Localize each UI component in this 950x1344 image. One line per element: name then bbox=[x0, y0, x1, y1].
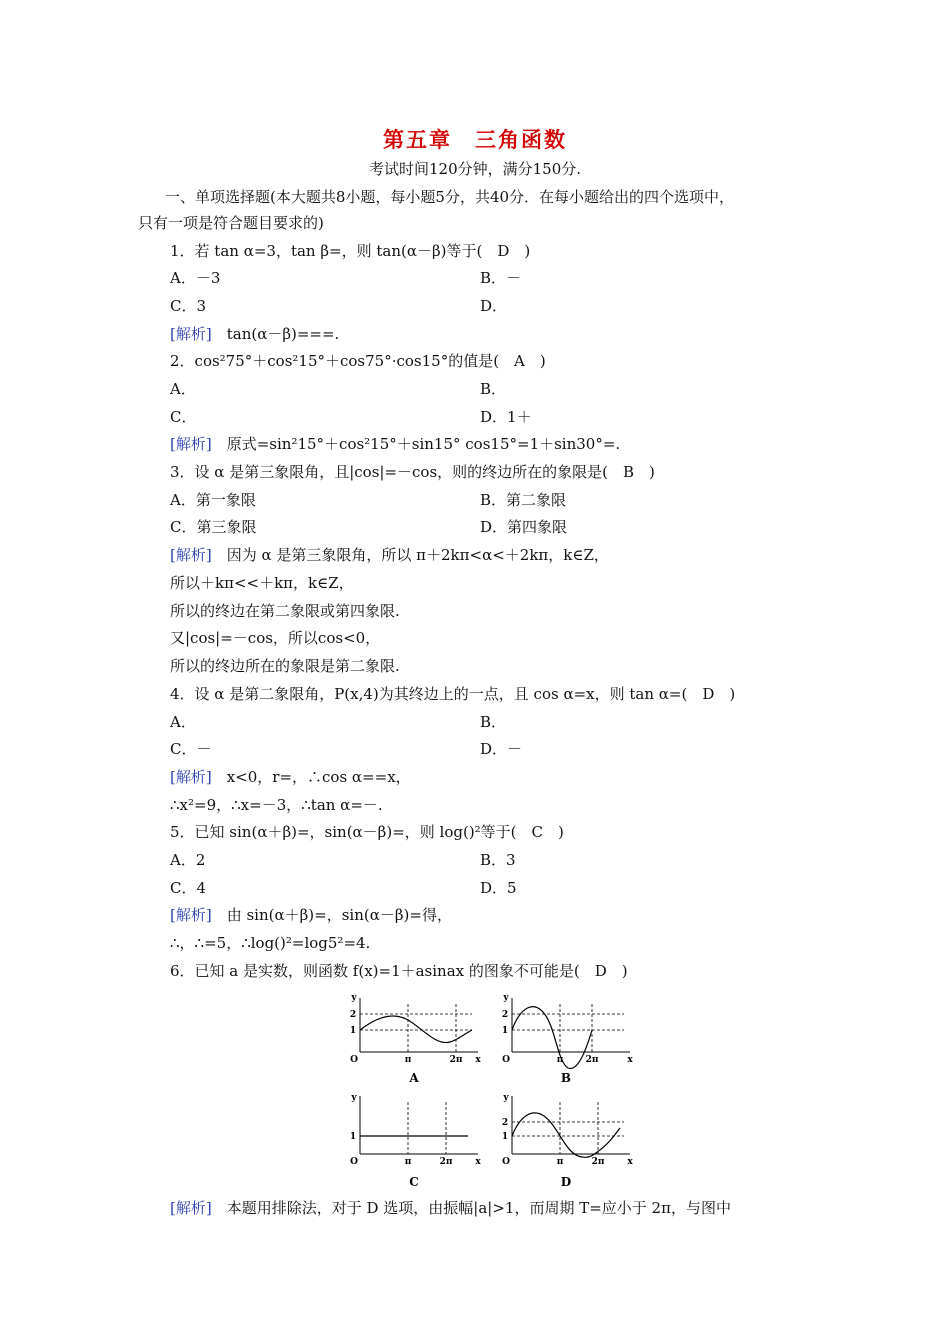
line-text: D．5 bbox=[480, 879, 517, 897]
y-tick-label: 2 bbox=[349, 1010, 357, 1020]
x-tick-label: 2π bbox=[591, 1157, 605, 1167]
line-text: 6．已知 a 是实数，则函数 f(x)=1＋asinax 的图象不可能是( D ) bbox=[170, 962, 628, 980]
y-tick-label: 2 bbox=[501, 1010, 509, 1020]
text-line bbox=[170, 241, 530, 261]
text-line bbox=[170, 517, 256, 537]
graph-labels bbox=[350, 993, 633, 1189]
line-text: D．－ bbox=[480, 740, 523, 758]
text-line bbox=[170, 490, 256, 510]
text-line bbox=[170, 822, 564, 842]
text-line bbox=[480, 296, 507, 316]
line-text: 本题用排除法，对于 D 选项，由振幅|a|>1，而周期 T=应小于 2π，与图中 bbox=[211, 1199, 731, 1217]
x-axis-label: x bbox=[475, 1157, 481, 1167]
page-title: 第五章 三角函数 bbox=[383, 127, 567, 152]
x-axis-label: x bbox=[475, 1055, 481, 1065]
line-text: C．－ bbox=[170, 740, 212, 758]
line-text: C．第三象限 bbox=[170, 518, 257, 536]
line-text: 一、单项选择题(本大题共8小题，每小题5分，共40分．在每小题给出的四个选项中， bbox=[165, 188, 735, 206]
text-line bbox=[170, 933, 370, 953]
analysis-line bbox=[170, 434, 620, 454]
x-tick-label: π bbox=[404, 1157, 412, 1167]
line-text: 因为 α 是第三象限角，所以 π＋2kπ<α<＋2kπ，k∈Z， bbox=[211, 546, 609, 564]
line-text: 只有一项是符合题目要求的) bbox=[138, 214, 324, 232]
y-axis-label: y bbox=[503, 993, 509, 1003]
figure-grid bbox=[340, 990, 640, 1190]
panel-label: D bbox=[560, 1175, 572, 1189]
text-line bbox=[480, 850, 516, 870]
text-line bbox=[170, 684, 735, 704]
x-tick-label: π bbox=[556, 1055, 564, 1065]
line-text: 又|cos|=－cos，所以cos<0， bbox=[170, 629, 381, 647]
y-axis-label: y bbox=[503, 1093, 509, 1103]
text-line bbox=[480, 379, 506, 399]
line-text: D． bbox=[480, 297, 508, 315]
line-text: A． bbox=[170, 380, 196, 398]
analysis-tag: [解析] bbox=[170, 325, 212, 343]
text-line bbox=[170, 850, 205, 870]
text-line bbox=[480, 407, 532, 427]
text-line bbox=[170, 795, 383, 815]
line-text: D．第四象限 bbox=[480, 518, 568, 536]
text-line bbox=[480, 878, 517, 898]
analysis-line bbox=[170, 324, 339, 344]
panel-label: B bbox=[560, 1071, 572, 1085]
text-line bbox=[170, 268, 220, 288]
y-tick-label: 1 bbox=[501, 1026, 509, 1036]
line-text: 所以的终边在第二象限或第四象限. bbox=[170, 602, 400, 620]
text-line bbox=[480, 517, 567, 537]
line-text: 4．设 α 是第二象限角，P(x,4)为其终边上的一点，且 cos α=x，则 tan α=( D ) bbox=[170, 685, 736, 703]
panel-label: C bbox=[409, 1175, 419, 1189]
text-line bbox=[170, 351, 546, 371]
graph-d bbox=[512, 1096, 630, 1157]
y-tick-label: 1 bbox=[349, 1132, 357, 1142]
line-text: 3．设 α 是第三象限角，且|cos|=－cos，则的终边所在的象限是( B ) bbox=[170, 463, 655, 481]
analysis-line bbox=[170, 767, 411, 787]
line-text: A．－3 bbox=[170, 269, 221, 287]
text-line bbox=[170, 462, 655, 482]
text-line bbox=[170, 601, 400, 621]
analysis-line bbox=[170, 545, 609, 565]
line-text: C． bbox=[170, 408, 197, 426]
x-tick-label: 2π bbox=[585, 1055, 599, 1065]
graph-b bbox=[512, 998, 630, 1068]
text-line bbox=[480, 739, 522, 759]
line-text: 由 sin(α＋β)=，sin(α－β)=得， bbox=[211, 906, 452, 924]
line-text: B．3 bbox=[480, 851, 516, 869]
graph-a bbox=[360, 998, 478, 1052]
x-axis-label: x bbox=[627, 1157, 633, 1167]
line-text: 1．若 tan α=3，tan β=，则 tan(α－β)等于( D ) bbox=[170, 242, 531, 260]
text-line bbox=[138, 213, 324, 233]
text-line bbox=[170, 379, 196, 399]
exam-info: 考试时间120分钟，满分150分. bbox=[368, 160, 582, 178]
line-text: 所以＋kπ<<＋kπ，k∈Z， bbox=[170, 574, 354, 592]
origin-label: O bbox=[350, 1055, 358, 1065]
line-text: A．第一象限 bbox=[170, 491, 256, 509]
text-line bbox=[170, 739, 211, 759]
graph-set bbox=[340, 990, 640, 1190]
text-line bbox=[170, 628, 380, 648]
line-text: 原式=sin²15°＋cos²15°＋sin15° cos15°=1＋sin30°=. bbox=[211, 435, 621, 453]
origin-label: O bbox=[502, 1157, 510, 1167]
y-axis-label: y bbox=[351, 1093, 357, 1103]
origin-label: O bbox=[350, 1157, 358, 1167]
x-tick-label: 2π bbox=[439, 1157, 453, 1167]
text-line bbox=[165, 187, 734, 207]
graph-c bbox=[360, 1096, 478, 1154]
line-text: B．第二象限 bbox=[480, 491, 567, 509]
line-text: A． bbox=[170, 713, 196, 731]
text-line bbox=[480, 712, 506, 732]
text-line bbox=[170, 961, 628, 981]
x-axis-label: x bbox=[627, 1055, 633, 1065]
y-tick-label: 1 bbox=[349, 1026, 357, 1036]
text-line bbox=[480, 490, 566, 510]
line-text: ∴x²=9，∴x=－3，∴tan α=－. bbox=[170, 796, 383, 814]
analysis-line bbox=[170, 1198, 731, 1218]
text-line bbox=[170, 712, 196, 732]
line-text: D．1＋ bbox=[480, 408, 532, 426]
analysis-tag: [解析] bbox=[170, 906, 212, 924]
text-line bbox=[170, 407, 196, 427]
line-text: 所以的终边所在的象限是第二象限. bbox=[170, 657, 400, 675]
origin-label: O bbox=[502, 1055, 510, 1065]
line-text: 5．已知 sin(α＋β)=，sin(α－β)=，则 log()²等于( C ) bbox=[170, 823, 564, 841]
line-text: B． bbox=[480, 713, 507, 731]
y-axis-label: y bbox=[351, 993, 357, 1003]
analysis-tag: [解析] bbox=[170, 435, 212, 453]
line-text: x<0，r=，∴cos α==x， bbox=[211, 768, 411, 786]
line-text: B． bbox=[480, 380, 507, 398]
line-text: C．4 bbox=[170, 879, 207, 897]
line-text: B．－ bbox=[480, 269, 522, 287]
line-text: A．2 bbox=[170, 851, 206, 869]
x-tick-label: π bbox=[556, 1157, 564, 1167]
x-tick-label: π bbox=[404, 1055, 412, 1065]
text-line bbox=[170, 656, 400, 676]
line-text: 2．cos²75°＋cos²15°＋cos75°·cos15°的值是( A ) bbox=[170, 352, 546, 370]
text-line bbox=[170, 878, 206, 898]
y-tick-label: 2 bbox=[501, 1118, 509, 1128]
line-text: tan(α－β)===. bbox=[211, 325, 340, 343]
analysis-tag: [解析] bbox=[170, 546, 212, 564]
x-tick-label: 2π bbox=[449, 1055, 463, 1065]
y-tick-label: 1 bbox=[501, 1132, 509, 1142]
panel-label: A bbox=[409, 1071, 419, 1085]
analysis-line bbox=[170, 905, 452, 925]
text-line bbox=[480, 268, 521, 288]
text-line bbox=[170, 296, 206, 316]
analysis-tag: [解析] bbox=[170, 768, 212, 786]
line-text: C．3 bbox=[170, 297, 207, 315]
analysis-tag: [解析] bbox=[170, 1199, 212, 1217]
line-text: ∴，∴=5，∴log()²=log5²=4. bbox=[170, 934, 371, 952]
text-line bbox=[170, 573, 354, 593]
